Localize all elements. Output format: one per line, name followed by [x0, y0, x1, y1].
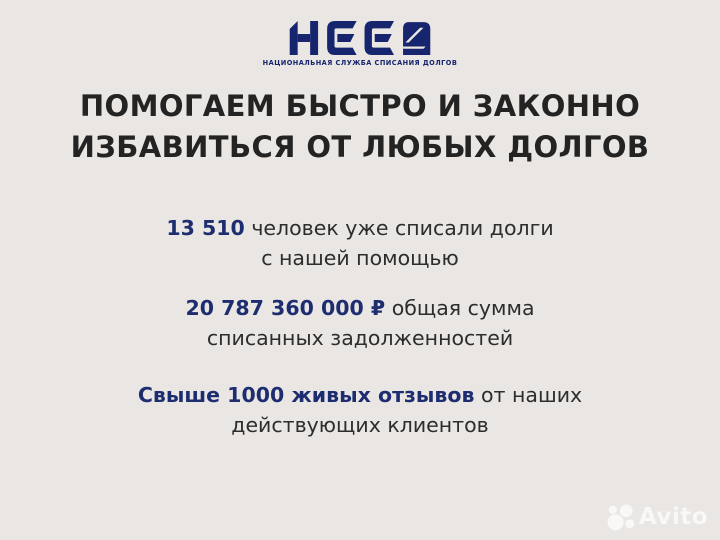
avito-watermark — [606, 502, 708, 532]
stat-clients-highlight: 13 510 — [166, 216, 245, 240]
logo-subtitle: НАЦИОНАЛЬНАЯ СЛУЖБА СПИСАНИЯ ДОЛГОВ — [262, 59, 458, 67]
stat-total-sum-line-1 — [0, 293, 720, 323]
stat-clients-line-2: с нашей помощью — [261, 246, 459, 270]
heading-line-2: ИЗБАВИТЬСЯ ОТ ЛЮБЫХ ДОЛГОВ — [70, 130, 650, 164]
stat-total-sum-highlight: 20 787 360 000 ₽ — [185, 296, 386, 320]
stat-clients-text: человек уже списали долги — [251, 216, 554, 240]
stat-reviews — [0, 380, 720, 440]
stat-reviews-text: от наших — [480, 383, 583, 407]
stat-total-sum-text: общая сумма — [391, 296, 535, 320]
nssd-logo-letters-icon — [286, 21, 434, 55]
avito-logo-icon — [606, 502, 636, 532]
stat-reviews-highlight: Свыше 1000 живых отзывов — [137, 383, 475, 407]
nssd-logo — [0, 21, 720, 67]
main-heading — [0, 86, 720, 168]
stat-reviews-line-1 — [0, 380, 720, 410]
stat-clients — [0, 213, 720, 273]
stat-total-sum — [0, 293, 720, 353]
stat-reviews-line-2: действующих клиентов — [231, 413, 489, 437]
heading-line-1: ПОМОГАЕМ БЫСТРО И ЗАКОННО — [79, 89, 641, 123]
stat-clients-line-1 — [0, 213, 720, 243]
avito-watermark-label: Avito — [638, 504, 708, 530]
stat-total-sum-line-2: списанных задолженностей — [206, 326, 514, 350]
